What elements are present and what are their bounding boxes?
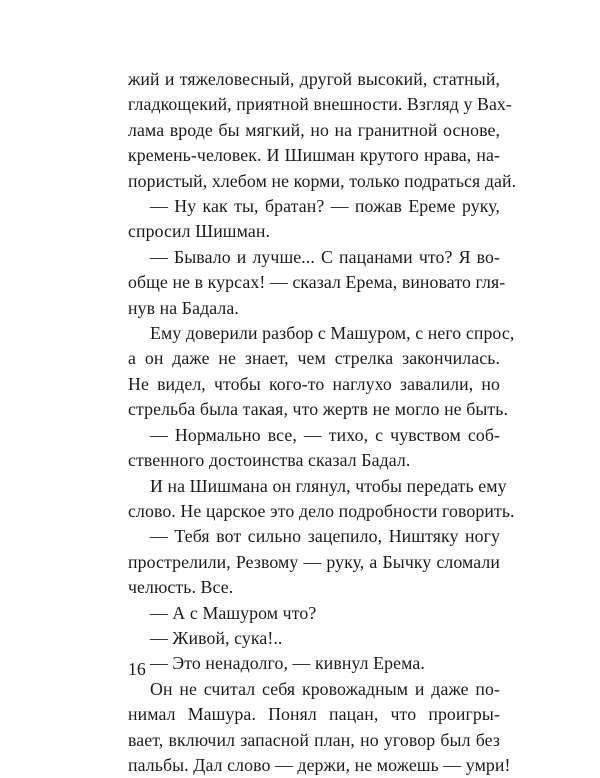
text-line: пальбы. Дал слово — держи, не можешь — умри! [128, 754, 511, 775]
text-line: нув на Бадала. [128, 297, 239, 318]
text-line: пористый, хлебом не корми, только подраться дай. [128, 170, 517, 191]
text-line: спросил Шишман. [128, 221, 270, 242]
text-line: Он не считал себя кровожадным и даже по- [150, 678, 500, 699]
text-line: ственного достоинства сказал Бадал. [128, 450, 411, 471]
text-line: челюсть. Все. [128, 577, 234, 598]
text-line: — Тебя вот сильно зацепило, Ништяку ногу [150, 526, 500, 547]
text-line: — Бывало и лучше... С пацанами что? Я во- [150, 246, 500, 267]
text-line: — Это ненадолго, — кивнул Ерема. [150, 653, 425, 674]
text-line: — Нормально все, — тихо, с чувством соб- [150, 424, 500, 445]
text-line: стрельба была такая, что жертв не могло не быть. [128, 399, 509, 420]
text-line: а он даже не знает, чем стрелка закончилась. [128, 348, 500, 369]
text-line: обще не в курсах! — сказал Ерема, виновато гля- [128, 272, 506, 293]
text-line: лама вроде бы мягкий, но на гранитной основе, [128, 119, 500, 140]
text-line: нимал Машура. Понял пацан, что проигры- [128, 704, 500, 725]
body-text [128, 67, 517, 778]
text-line: Не видел, чтобы кого-то наглухо завалили, но [128, 373, 500, 394]
text-line: слово. Не царское это дело подробности говорить. [128, 500, 515, 521]
text-line: вает, включил запасной план, но уговор был без [128, 729, 500, 750]
text-line: — А с Машуром что? [150, 602, 317, 623]
text-line: прострелили, Резвому — руку, а Бычку сломали [128, 551, 500, 572]
text-line: гладкощекий, приятной внешности. Взгляд у Вах- [128, 94, 512, 115]
text-line: кремень-человек. И Шишман крутого нрава, на- [128, 145, 500, 166]
text-line: — Живой, сука!.. [150, 627, 283, 648]
text-line: И на Шишмана он глянул, чтобы передать ему [150, 475, 507, 496]
page-number: 16 [128, 659, 146, 679]
text-line: жий и тяжеловесный, другой высокий, статный, [128, 69, 500, 89]
text-line: Ему доверили разбор с Машуром, с него спрос, [150, 323, 515, 344]
text-line: — Ну как ты, братан? — пожав Ереме руку, [150, 196, 500, 217]
